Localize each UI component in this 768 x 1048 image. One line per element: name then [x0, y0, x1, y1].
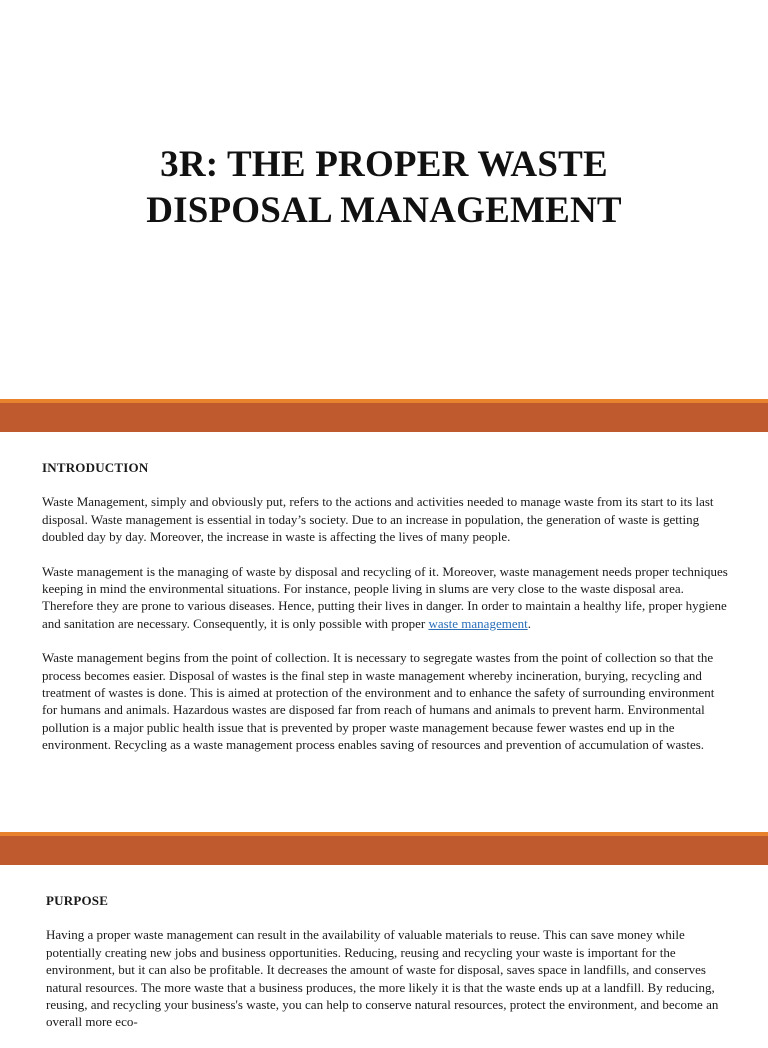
- introduction-paragraph-1: Waste Management, simply and obviously put, refers to the actions and activities needed to manage waste from its start to its last disposal. Waste management is essential in today’s society. Due to an increase in population, the generation of waste is getting doubled day by day. Moreover, the increase in waste is affecting the lives of many people.: [42, 494, 714, 545]
- introduction-paragraph-2: [42, 563, 732, 633]
- introduction-paragraph-3: Waste management begins from the point of collection. It is necessary to segregate wastes from the point of collection so that the process becomes easier. Disposal of wastes is the final step in waste management whereby incineration, burying, recycling and treatment of wastes is done. This is aimed at protection of the environment and to enhance the safety of surrounding environment for humans and animals. Hazardous wastes are disposed far from reach of humans and animals to prevent harm. Environmental pollution is a major public health issue that is prevented by proper waste management because fewer wastes end up in the environment. Recycling as a waste management process enables saving of resources and prevention of accumulation of wastes.: [42, 650, 715, 753]
- title-line-1: 3R: THE PROPER WASTE: [160, 144, 608, 185]
- introduction-heading: INTRODUCTION: [42, 460, 149, 475]
- introduction-paragraph-2-end: .: [527, 615, 531, 631]
- introduction-paragraph-2-text: Waste management is the managing of waste by disposal and recycling of it. Moreover, waste management needs proper techniques keeping in mind the environmental situations. For instance, people living in slums are very close to the waste disposal area. Therefore they are prone to various diseases. Hence, putting their lives in danger. In order to maintain a healthy life, proper hygiene and sanitation are necessary. Consequently, it is only possible with proper: [42, 563, 728, 631]
- purpose-section: [46, 892, 736, 1048]
- purpose-paragraph-1: Having a proper waste management can result in the availability of valuable materials to reuse. This can save money while potentially creating new jobs and business opportunities. Reducing, reusing and recycling your waste is important for the environment, but it can also be profitable. It decreases the amount of waste for disposal, saves space in landfills, and conserves natural resources. The more waste that a business produces, the more likely it is that the waste ends up at a landfill. By reducing, reusing, and recycling your business's waste, you can help to conserve natural resources, protect the environment, and become an overall more eco-: [46, 927, 719, 1030]
- introduction-section: [42, 459, 732, 771]
- document-title: [0, 142, 768, 234]
- section-divider-band: [0, 832, 768, 865]
- title-line-2: DISPOSAL MANAGEMENT: [146, 190, 622, 231]
- waste-management-link[interactable]: waste management: [428, 615, 528, 631]
- purpose-heading: PURPOSE: [46, 893, 109, 908]
- section-divider-band: [0, 399, 768, 432]
